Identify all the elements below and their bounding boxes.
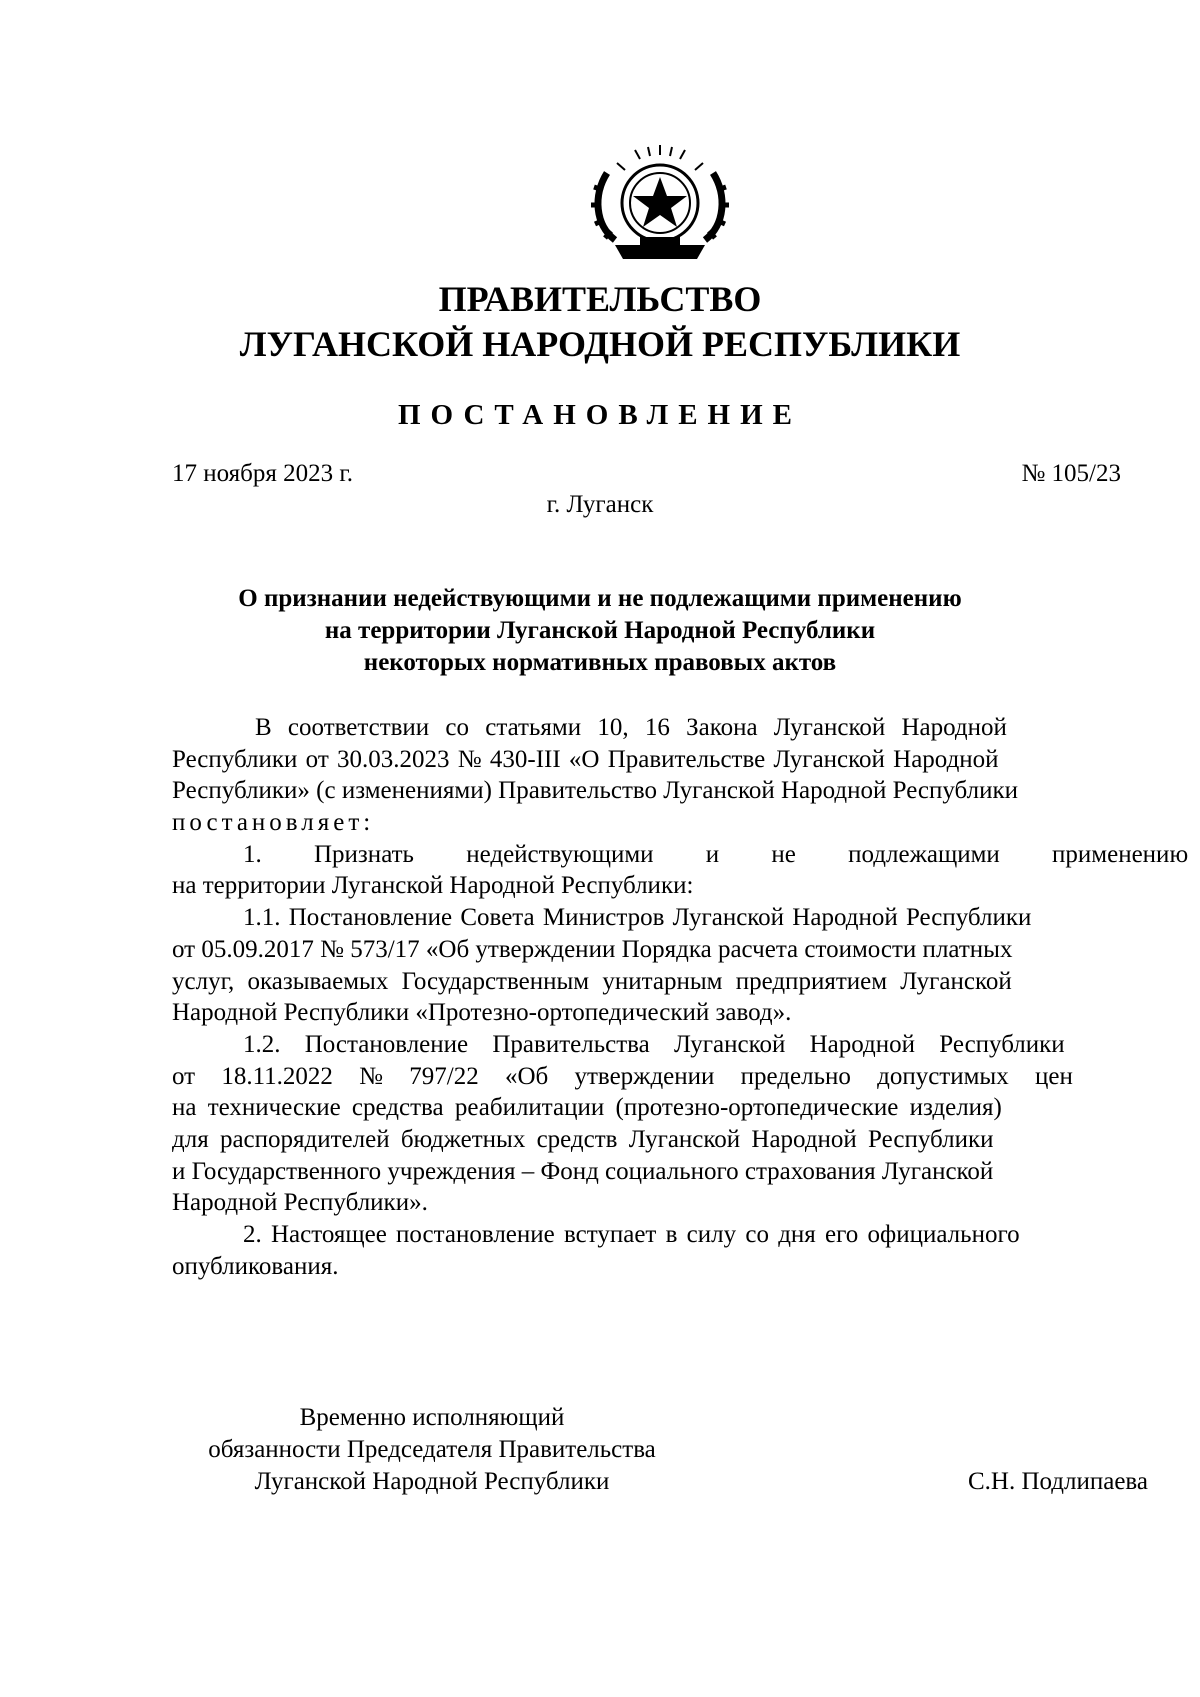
signer-position <box>172 1402 692 1498</box>
body-line: Народной Республики». <box>172 1189 428 1217</box>
document-number: № 105/23 <box>1021 460 1121 487</box>
coat-of-arms-icon <box>585 145 735 265</box>
body-line: услуг, оказываемых Государственным унитарным предприятием Луганской <box>172 967 1012 995</box>
body-line: 1.2. Постановление Правительства Луганской Народной Республики <box>243 1030 1065 1058</box>
government-name-line2: ЛУГАНСКОЙ НАРОДНОЙ РЕСПУБЛИКИ <box>239 324 961 364</box>
body-line: на технические средства реабилитации (протезно-ортопедические изделия) <box>172 1094 1002 1122</box>
government-name-line1: ПРАВИТЕЛЬСТВО <box>438 279 762 319</box>
document-type: ПОСТАНОВЛЕНИЕ <box>397 399 802 431</box>
body-line: и Государственного учреждения – Фонд социального страхования Луганской <box>172 1157 994 1185</box>
document-city: г. Луганск <box>546 491 654 518</box>
signer-position-line: Луганской Народной Республики <box>254 1468 610 1495</box>
body-line: Республики» (с изменениями) Правительство Луганской Народной Республики <box>172 777 1019 805</box>
document-date: 17 ноября 2023 г. <box>172 460 354 487</box>
body-line: 1. Признать недействующими и не подлежащими применению <box>243 840 1189 868</box>
body-line: Народной Республики «Протезно-ортопедический завод». <box>172 999 792 1027</box>
title-line: О признании недействующими и не подлежащими применению <box>238 585 962 612</box>
body-line: 1.1. Постановление Совета Министров Луганской Народной Республики <box>243 904 1032 932</box>
body-line: для распорядителей бюджетных средств Луганской Народной Республики <box>172 1125 994 1153</box>
body-line: на территории Луганской Народной Республики: <box>172 872 694 900</box>
signer-position-line: обязанности Председателя Правительства <box>208 1436 656 1463</box>
body-line: Республики от 30.03.2023 № 430-III «О Правительстве Луганской Народной <box>172 745 999 773</box>
signer-name: С.Н. Подлипаева <box>967 1468 1148 1495</box>
body-line: опубликования. <box>172 1252 339 1280</box>
title-line: некоторых нормативных правовых актов <box>363 649 837 676</box>
body-line: от 18.11.2022 № 797/22 «Об утверждении предельно допустимых цен <box>172 1062 1073 1090</box>
signer-position-line: Временно исполняющий <box>299 1404 565 1431</box>
body-line: постановляет: <box>172 809 375 837</box>
document-title <box>0 583 1200 679</box>
body-line: от 05.09.2017 № 573/17 «Об утверждении Порядка расчета стоимости платных <box>172 935 1013 963</box>
title-line: на территории Луганской Народной Республики <box>324 617 876 644</box>
document-body <box>172 712 1189 1282</box>
body-line: В соответствии со статьями 10, 16 Закона Луганской Народной <box>255 714 1007 741</box>
body-line: 2. Настоящее постановление вступает в силу со дня его официального <box>243 1221 1020 1248</box>
